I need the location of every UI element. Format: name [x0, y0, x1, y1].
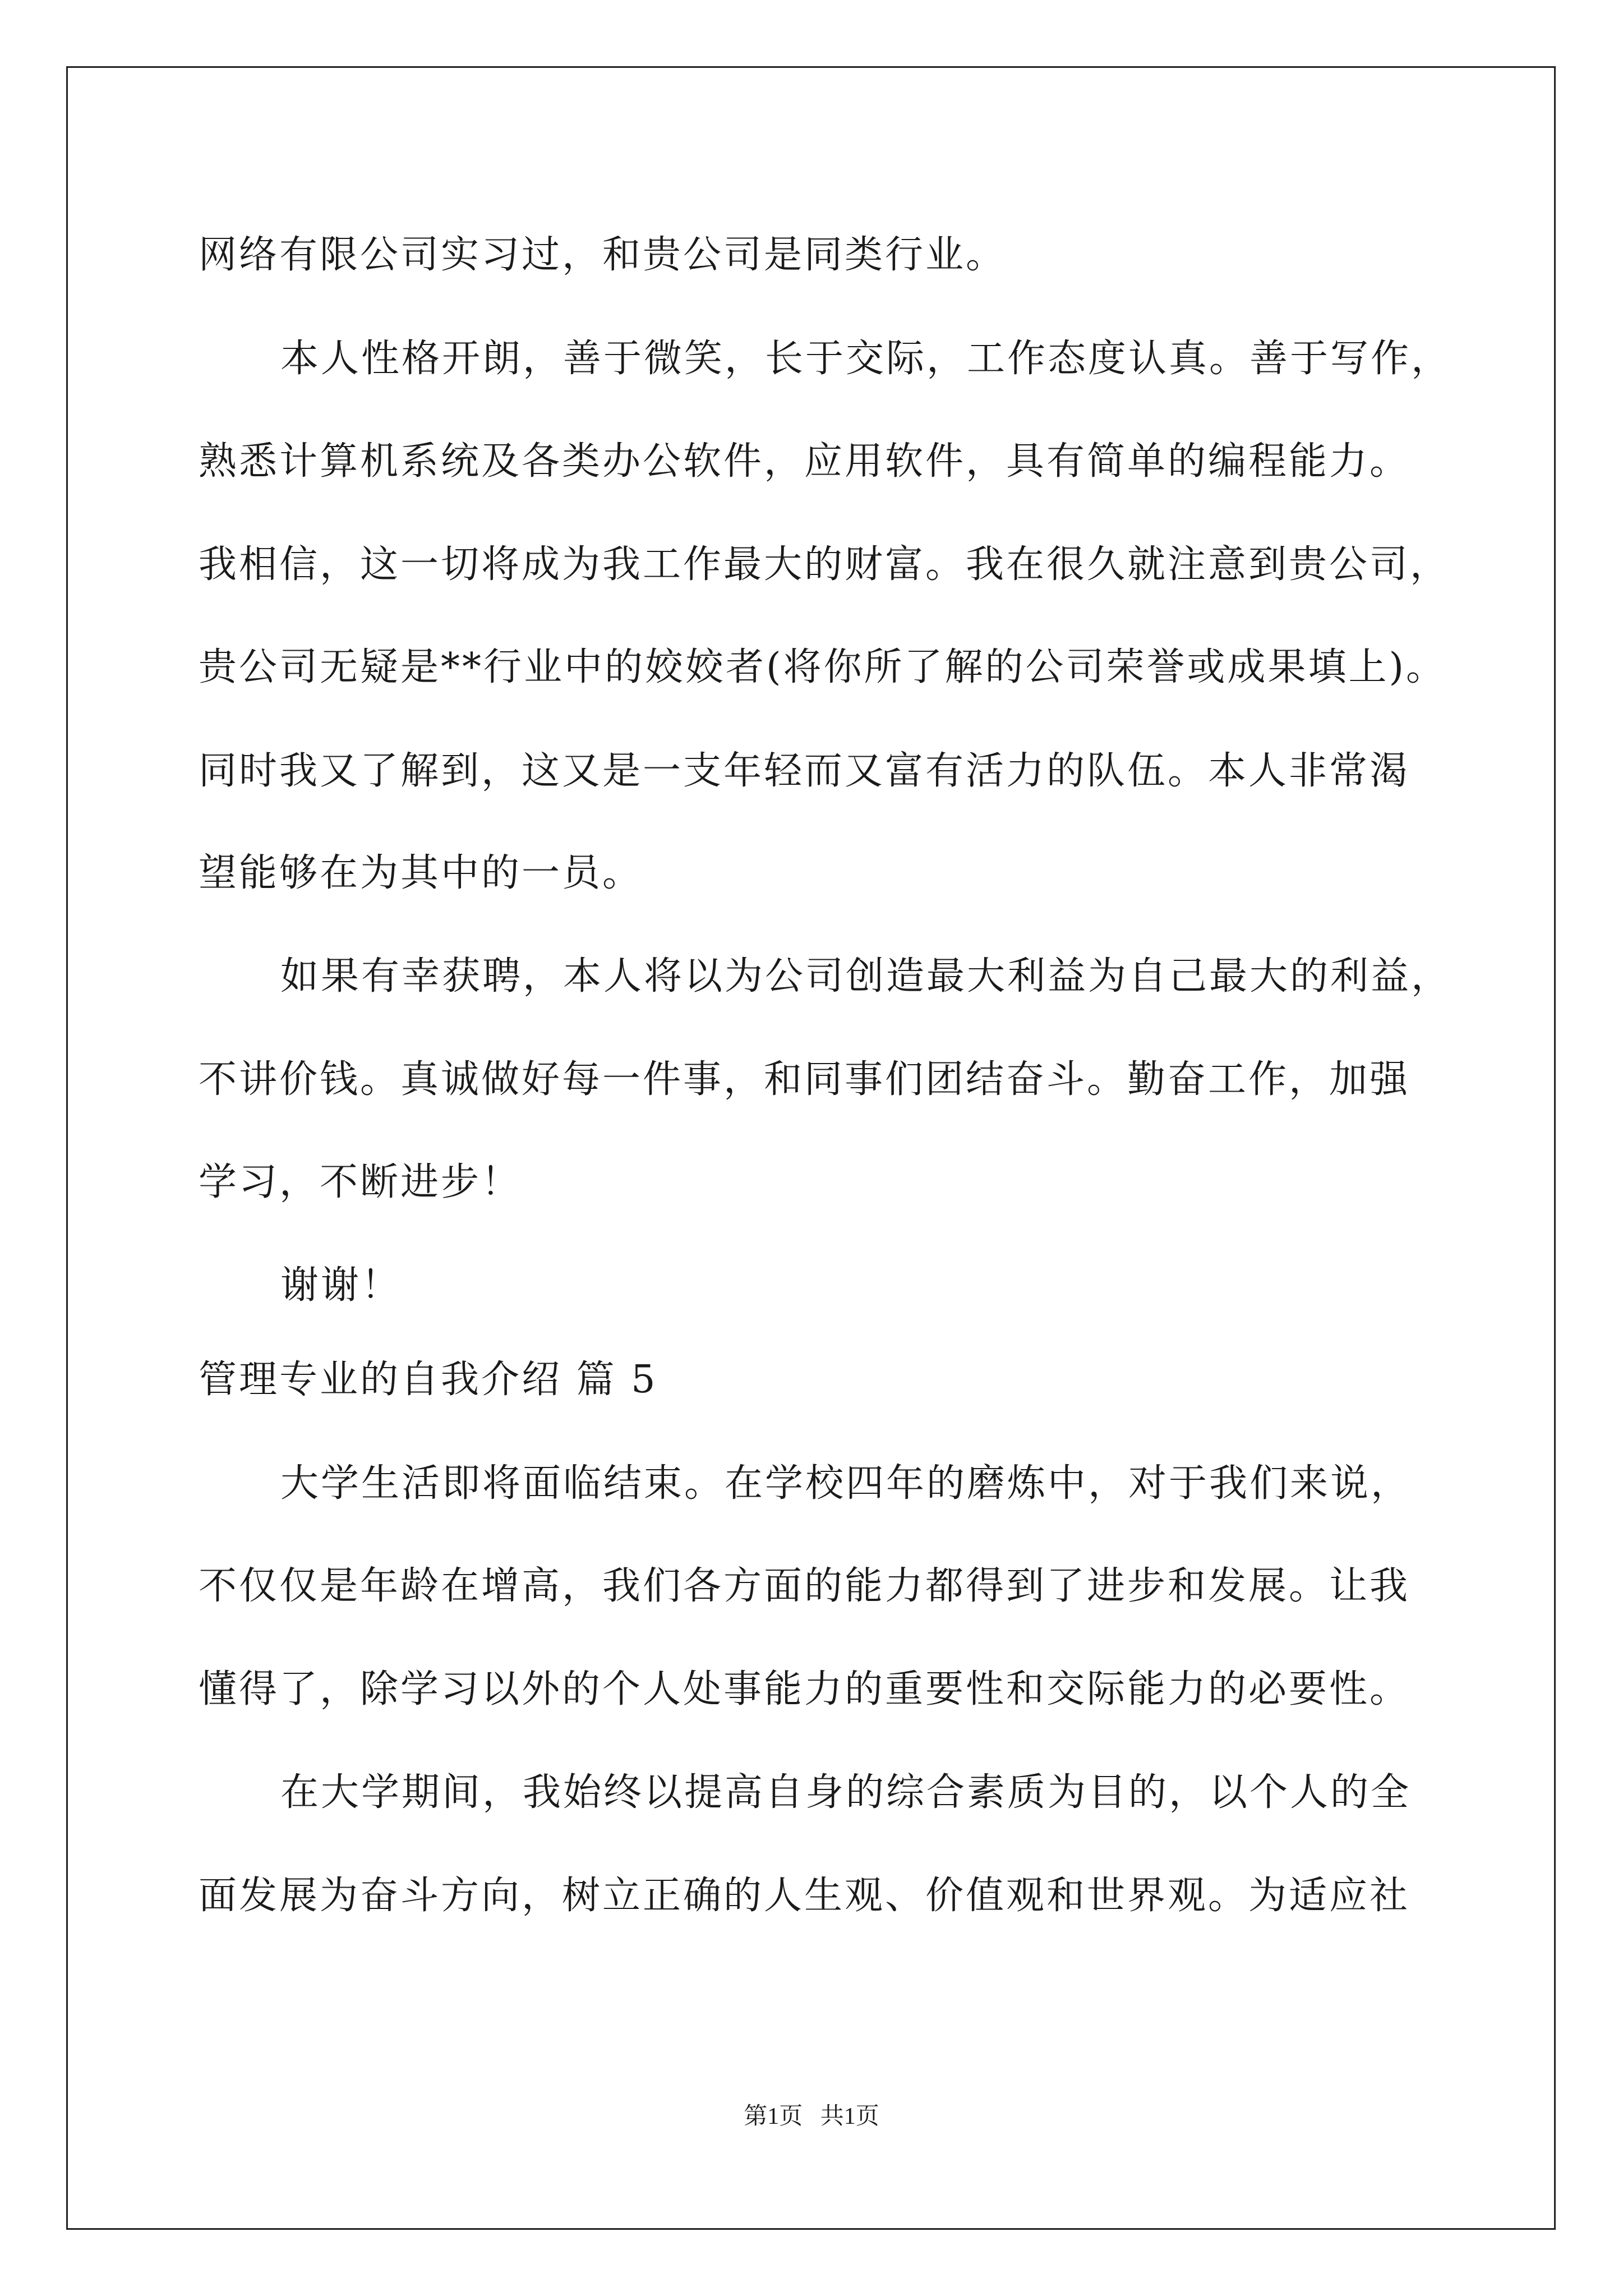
text-line: 懂得了，除学习以外的个人处事能力的重要性和交际能力的必要性。	[199, 1667, 1410, 1711]
text-line: 学习，不断进步！	[199, 1160, 522, 1204]
text-line: 不讲价钱。真诚做好每一件事，和同事们团结奋斗。勤奋工作，加强	[199, 1057, 1410, 1102]
paragraph-university-life: 大学生活即将面临结束。在学校四年的磨炼中，对于我们来说，	[280, 1461, 1412, 1506]
text-line: 望能够在为其中的一员。	[199, 851, 643, 895]
text-line-continuation: 网络有限公司实习过，和贵公司是同类行业。	[199, 233, 1007, 277]
section-heading: 管理专业的自我介绍 篇 5	[199, 1358, 658, 1402]
paragraph-during-university: 在大学期间，我始终以提高自身的综合素质为目的，以个人的全	[280, 1770, 1412, 1815]
text-line: 贵公司无疑是**行业中的姣姣者(将你所了解的公司荣誉或成果填上)。	[199, 645, 1447, 689]
text-line: 同时我又了解到，这又是一支年轻而又富有活力的队伍。本人非常渴	[199, 749, 1410, 793]
page-footer: 第1页 共1页	[744, 2104, 879, 2129]
text-line: 面发展为奋斗方向，树立正确的人生观、价值观和世界观。为适应社	[199, 1874, 1410, 1918]
paragraph-if-hired: 如果有幸获聘，本人将以为公司创造最大利益为自己最大的利益，	[280, 954, 1452, 999]
paragraph-personality: 本人性格开朗，善于微笑，长于交际，工作态度认真。善于写作，	[280, 337, 1452, 381]
paragraph-thanks: 谢谢！	[280, 1263, 402, 1308]
text-line: 熟悉计算机系统及各类办公软件，应用软件，具有简单的编程能力。	[199, 439, 1410, 484]
text-line: 不仅仅是年龄在增高，我们各方面的能力都得到了进步和发展。让我	[199, 1564, 1410, 1608]
text-line: 我相信，这一切将成为我工作最大的财富。我在很久就注意到贵公司，	[199, 542, 1451, 587]
